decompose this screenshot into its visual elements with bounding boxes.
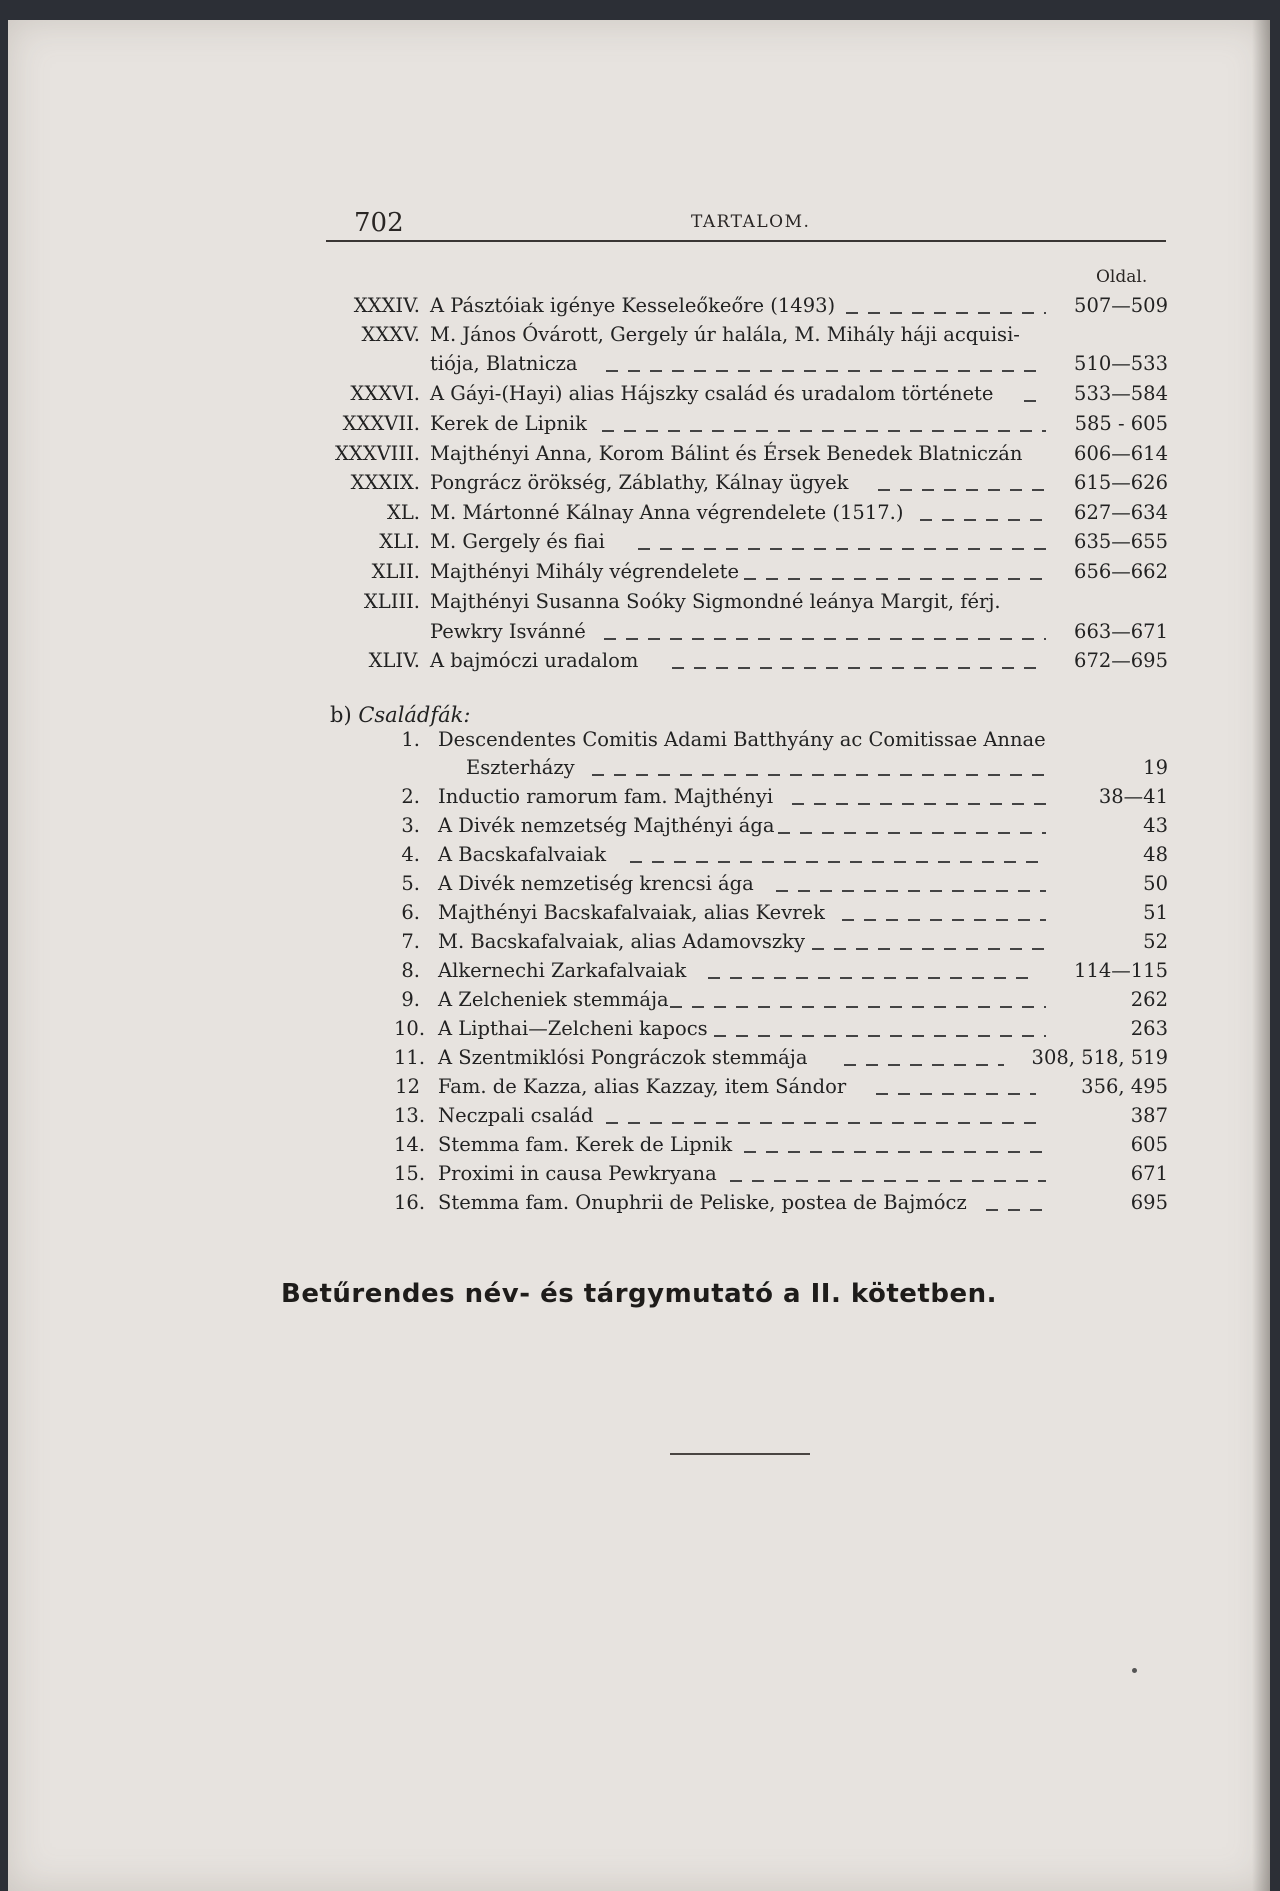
toc-title-line2: Pewkry Isvánné bbox=[430, 620, 586, 643]
tree-number: 6. bbox=[401, 901, 420, 924]
toc-numeral: XLII. bbox=[371, 560, 420, 583]
toc-numeral: XLIII. bbox=[363, 590, 420, 613]
tree-pages: 38—41 bbox=[1098, 785, 1168, 808]
tree-title: Alkernechi Zarkafalvaiak bbox=[438, 959, 687, 982]
tree-pages: 387 bbox=[1130, 1104, 1168, 1127]
tree-title: A Lipthai—Zelcheni kapocs bbox=[438, 1017, 708, 1040]
toc-title: Majthényi Anna, Korom Bálint és Érsek Benedek Blatniczán bbox=[430, 442, 1023, 465]
tree-pages: 50 bbox=[1143, 872, 1168, 895]
tree-number: 9. bbox=[401, 988, 420, 1011]
tree-number: 14. bbox=[394, 1133, 426, 1156]
toc-title-line2: tiója, Blatnicza bbox=[430, 352, 578, 375]
tree-number: 1. bbox=[401, 728, 420, 751]
tree-title: Proximi in causa Pewkryana bbox=[438, 1162, 717, 1185]
tree-title: A Bacskafalvaiak bbox=[438, 843, 607, 866]
toc-title: M. Mártonné Kálnay Anna végrendelete (1517.) bbox=[430, 501, 904, 524]
toc-pages: 510—533 bbox=[1074, 352, 1168, 375]
tree-pages: 671 bbox=[1130, 1162, 1168, 1185]
tree-pages: 19 bbox=[1143, 756, 1168, 779]
tree-pages: 48 bbox=[1143, 843, 1168, 866]
toc-pages: 533—584 bbox=[1074, 382, 1168, 405]
tree-title: Majthényi Bacskafalvaiak, alias Kevrek bbox=[438, 901, 825, 924]
tree-number: 8. bbox=[401, 959, 420, 982]
tree-title: A Divék nemzetség Majthényi ága bbox=[438, 814, 775, 837]
tree-title: M. Bacskafalvaiak, alias Adamovszky bbox=[438, 930, 805, 953]
tree-number: 3. bbox=[401, 814, 420, 837]
tree-pages: 356, 495 bbox=[1081, 1075, 1168, 1098]
page-header bbox=[326, 188, 1166, 242]
toc-title: M. Gergely és fiai bbox=[430, 530, 605, 553]
toc-title: M. János Óvárott, Gergely úr halála, M. Mihály háji acquisi- bbox=[430, 323, 1020, 346]
toc-numeral: XXXVI. bbox=[350, 382, 420, 405]
tree-pages: 695 bbox=[1130, 1191, 1168, 1214]
section-heading bbox=[330, 703, 470, 727]
page-number: 702 bbox=[354, 208, 404, 238]
tree-title: Descendentes Comitis Adami Batthyány ac Comitissae Annae bbox=[438, 728, 1046, 751]
tree-number: 5. bbox=[401, 872, 420, 895]
page-column-label: Oldal. bbox=[1096, 267, 1148, 287]
tree-title: Fam. de Kazza, alias Kazzay, item Sándor bbox=[438, 1075, 847, 1098]
toc-title: Pongrácz örökség, Záblathy, Kálnay ügyek bbox=[430, 471, 849, 494]
toc-title: A bajmóczi uradalom bbox=[430, 649, 639, 672]
tree-title: A Zelcheniek stemmája bbox=[438, 988, 669, 1011]
section-title: Családfák: bbox=[358, 703, 471, 727]
toc-numeral: XXXIX. bbox=[350, 471, 420, 494]
toc-pages: 672—695 bbox=[1074, 649, 1168, 672]
tree-number: 11. bbox=[394, 1046, 426, 1069]
tree-title: Stemma fam. Kerek de Lipnik bbox=[438, 1133, 733, 1156]
tree-title: A Divék nemzetiség krencsi ága bbox=[438, 872, 754, 895]
toc-numeral: XXXVIII. bbox=[334, 442, 420, 465]
toc-title: Majthényi Susanna Soóky Sigmondné leánya Margit, férj. bbox=[430, 590, 1001, 613]
toc-numeral: XLIV. bbox=[368, 649, 420, 672]
tree-pages: 263 bbox=[1130, 1017, 1168, 1040]
toc-pages: 585 - 605 bbox=[1074, 412, 1168, 435]
toc-pages: 615—626 bbox=[1074, 471, 1168, 494]
tree-pages: 605 bbox=[1130, 1133, 1168, 1156]
tree-number: 16. bbox=[394, 1191, 426, 1214]
toc-pages: 663—671 bbox=[1074, 620, 1168, 643]
tree-number: 2. bbox=[401, 785, 420, 808]
ink-speck bbox=[1132, 1668, 1137, 1673]
tree-pages: 51 bbox=[1143, 901, 1168, 924]
tree-title: A Szentmiklósi Pongráczok stemmája bbox=[438, 1046, 808, 1069]
toc-pages: 656—662 bbox=[1074, 560, 1168, 583]
tree-number: 13. bbox=[394, 1104, 426, 1127]
tree-title: Stemma fam. Onuphrii de Peliske, postea de Bajmócz bbox=[438, 1191, 967, 1214]
tree-number: 15. bbox=[394, 1162, 426, 1185]
page-edge-shadow bbox=[1252, 20, 1270, 1891]
section-prefix: b) bbox=[330, 703, 352, 727]
toc-numeral: XL. bbox=[386, 501, 420, 524]
toc-title: Majthényi Mihály végrendelete bbox=[430, 560, 740, 583]
toc-pages: 635—655 bbox=[1074, 530, 1168, 553]
toc-title: A Pásztóiak igénye Kesseleőkeőre (1493) bbox=[430, 294, 836, 317]
end-rule bbox=[670, 1453, 810, 1455]
toc-title: Kerek de Lipnik bbox=[430, 412, 587, 435]
toc-numeral: XXXIV. bbox=[353, 294, 420, 317]
tree-title-line2: Eszterházy bbox=[466, 756, 575, 779]
document-page bbox=[8, 20, 1270, 1891]
tree-number: 4. bbox=[401, 843, 420, 866]
toc-pages: 606—614 bbox=[1074, 442, 1168, 465]
tree-pages: 52 bbox=[1143, 930, 1168, 953]
tree-title: Neczpali család bbox=[438, 1104, 594, 1127]
running-title: TARTALOM. bbox=[691, 212, 811, 232]
index-heading: Betűrendes név- és tárgymutató a II. kötetben. bbox=[281, 1279, 997, 1309]
tree-pages: 262 bbox=[1130, 988, 1168, 1011]
tree-pages: 114—115 bbox=[1074, 959, 1168, 982]
toc-title: A Gáyi-(Hayi) alias Hájszky család és uradalom története bbox=[430, 382, 994, 405]
tree-number: 7. bbox=[401, 930, 420, 953]
tree-title: Inductio ramorum fam. Majthényi bbox=[438, 785, 774, 808]
tree-pages: 43 bbox=[1143, 814, 1168, 837]
tree-pages: 308, 518, 519 bbox=[1031, 1046, 1168, 1069]
toc-pages: 627—634 bbox=[1074, 501, 1168, 524]
tree-number: 12 bbox=[395, 1075, 420, 1098]
toc-pages: 507—509 bbox=[1074, 294, 1168, 317]
toc-numeral: XXXV. bbox=[361, 323, 420, 346]
tree-number: 10. bbox=[394, 1017, 426, 1040]
toc-numeral: XLI. bbox=[379, 530, 420, 553]
toc-numeral: XXXVII. bbox=[342, 412, 420, 435]
